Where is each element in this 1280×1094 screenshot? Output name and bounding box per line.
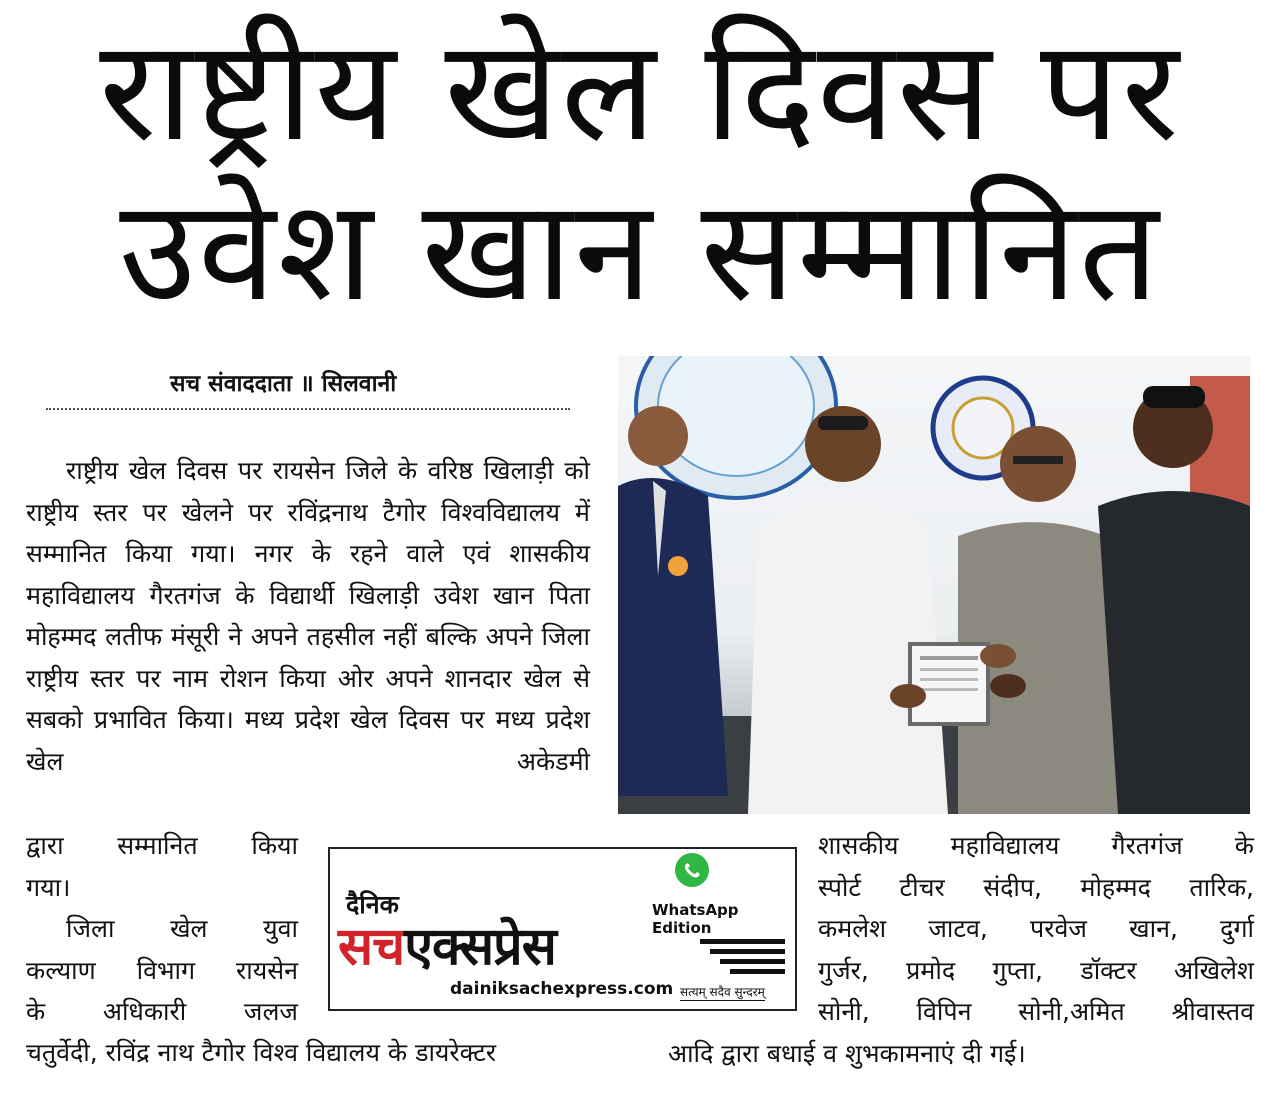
- person-4-jacket: [1098, 491, 1250, 814]
- person-2-hair: [818, 416, 868, 430]
- certificate-line: [920, 668, 978, 671]
- event-photo-illustration: [618, 356, 1250, 814]
- headline-line-2: उवेश खान सम्मानित: [119, 170, 1161, 333]
- certificate-line: [920, 688, 978, 691]
- right-col-line: गुर्जर, प्रमोद गुप्ता, डॉक्टर अखिलेश: [818, 955, 1254, 985]
- article-left-column: [26, 825, 298, 1033]
- logo-url: dainiksachexpress.com: [450, 979, 674, 999]
- right-col-line: कमलेश जाटव, परवेज खान, दुर्गा: [818, 914, 1254, 943]
- left-col-line: जिला खेल युवा: [66, 914, 298, 943]
- left-col-line: कल्याण विभाग रायसेन: [26, 955, 298, 985]
- article-paragraph-1-text: राष्ट्रीय खेल दिवस पर रायसेन जिले के वरिष्ठ खिलाड़ी को राष्ट्रीय स्तर पर खेलने पर रविंद्रनाथ टैगोर विश्वविद्यालय में सम्मानित किया गया। नगर के रहने वाले एवं शासकीय महाविद्यालय गैरतगंज के विद्यार्थी खिलाड़ी उवेश खान पिता मोहम्मद लतीफ मंसूरी ने अपने तहसील नहीं बल्कि अपने जिला राष्ट्रीय स्तर पर नाम रोशन किया ओर अपने शानदार खेल से सबको प्रभावित किया। मध्य प्रदेश खेल दिवस पर मध्य प्रदेश खेल अकेडमी: [26, 456, 590, 776]
- left-col-line: गया।: [26, 872, 71, 902]
- whatsapp-edition-label: WhatsApp Edition: [652, 901, 739, 937]
- person-1-jacket: [618, 478, 728, 796]
- newspaper-logo: [328, 847, 797, 1011]
- speed-lines-icon: [700, 935, 785, 975]
- byline: सच संवाददाता ॥ सिलवानी: [170, 371, 397, 397]
- hand: [980, 644, 1016, 668]
- person-3-glasses: [1013, 456, 1063, 464]
- right-col-line: शासकीय महाविद्यालय गैरतगंज के: [818, 831, 1254, 860]
- logo-dainik: दैनिक: [346, 890, 399, 919]
- logo-wordmark: [338, 909, 556, 980]
- headline-line-1: राष्ट्रीय खेल दिवस पर: [99, 10, 1181, 173]
- person-1-head: [628, 406, 688, 466]
- whatsapp-icon: [675, 853, 709, 887]
- left-col-line: के अधिकारी जलज: [26, 997, 298, 1026]
- hand: [990, 674, 1026, 698]
- article-bottom-line: चतुर्वेदी, रविंद्र नाथ टैगोर विश्व विद्यालय के डायरेक्टर: [26, 1038, 497, 1067]
- right-col-line: सोनी, विपिन सोनी,अमित श्रीवास्तव: [818, 997, 1254, 1026]
- person-1-badge: [668, 556, 688, 576]
- logo-tagline: सत्यम् सदैव सुन्दरम्: [680, 985, 765, 999]
- logo-wordmark-express: एक्सप्रेस: [404, 917, 556, 977]
- article-paragraph-1: [26, 450, 590, 782]
- person-4-hair: [1143, 386, 1205, 408]
- hand: [890, 684, 926, 708]
- right-col-line: आदि द्वारा बधाई व शुभकामनाएं दी गई।: [668, 1038, 1026, 1068]
- logo-wordmark-sach: सच: [338, 917, 405, 977]
- certificate-line: [920, 656, 978, 660]
- event-photo: [618, 356, 1250, 814]
- certificate-line: [920, 678, 978, 681]
- left-col-line: द्वारा सम्मानित किया: [26, 831, 298, 860]
- right-col-line: स्पोर्ट टीचर संदीप, मोहम्मद तारिक,: [818, 872, 1254, 902]
- dotted-divider: [46, 408, 570, 410]
